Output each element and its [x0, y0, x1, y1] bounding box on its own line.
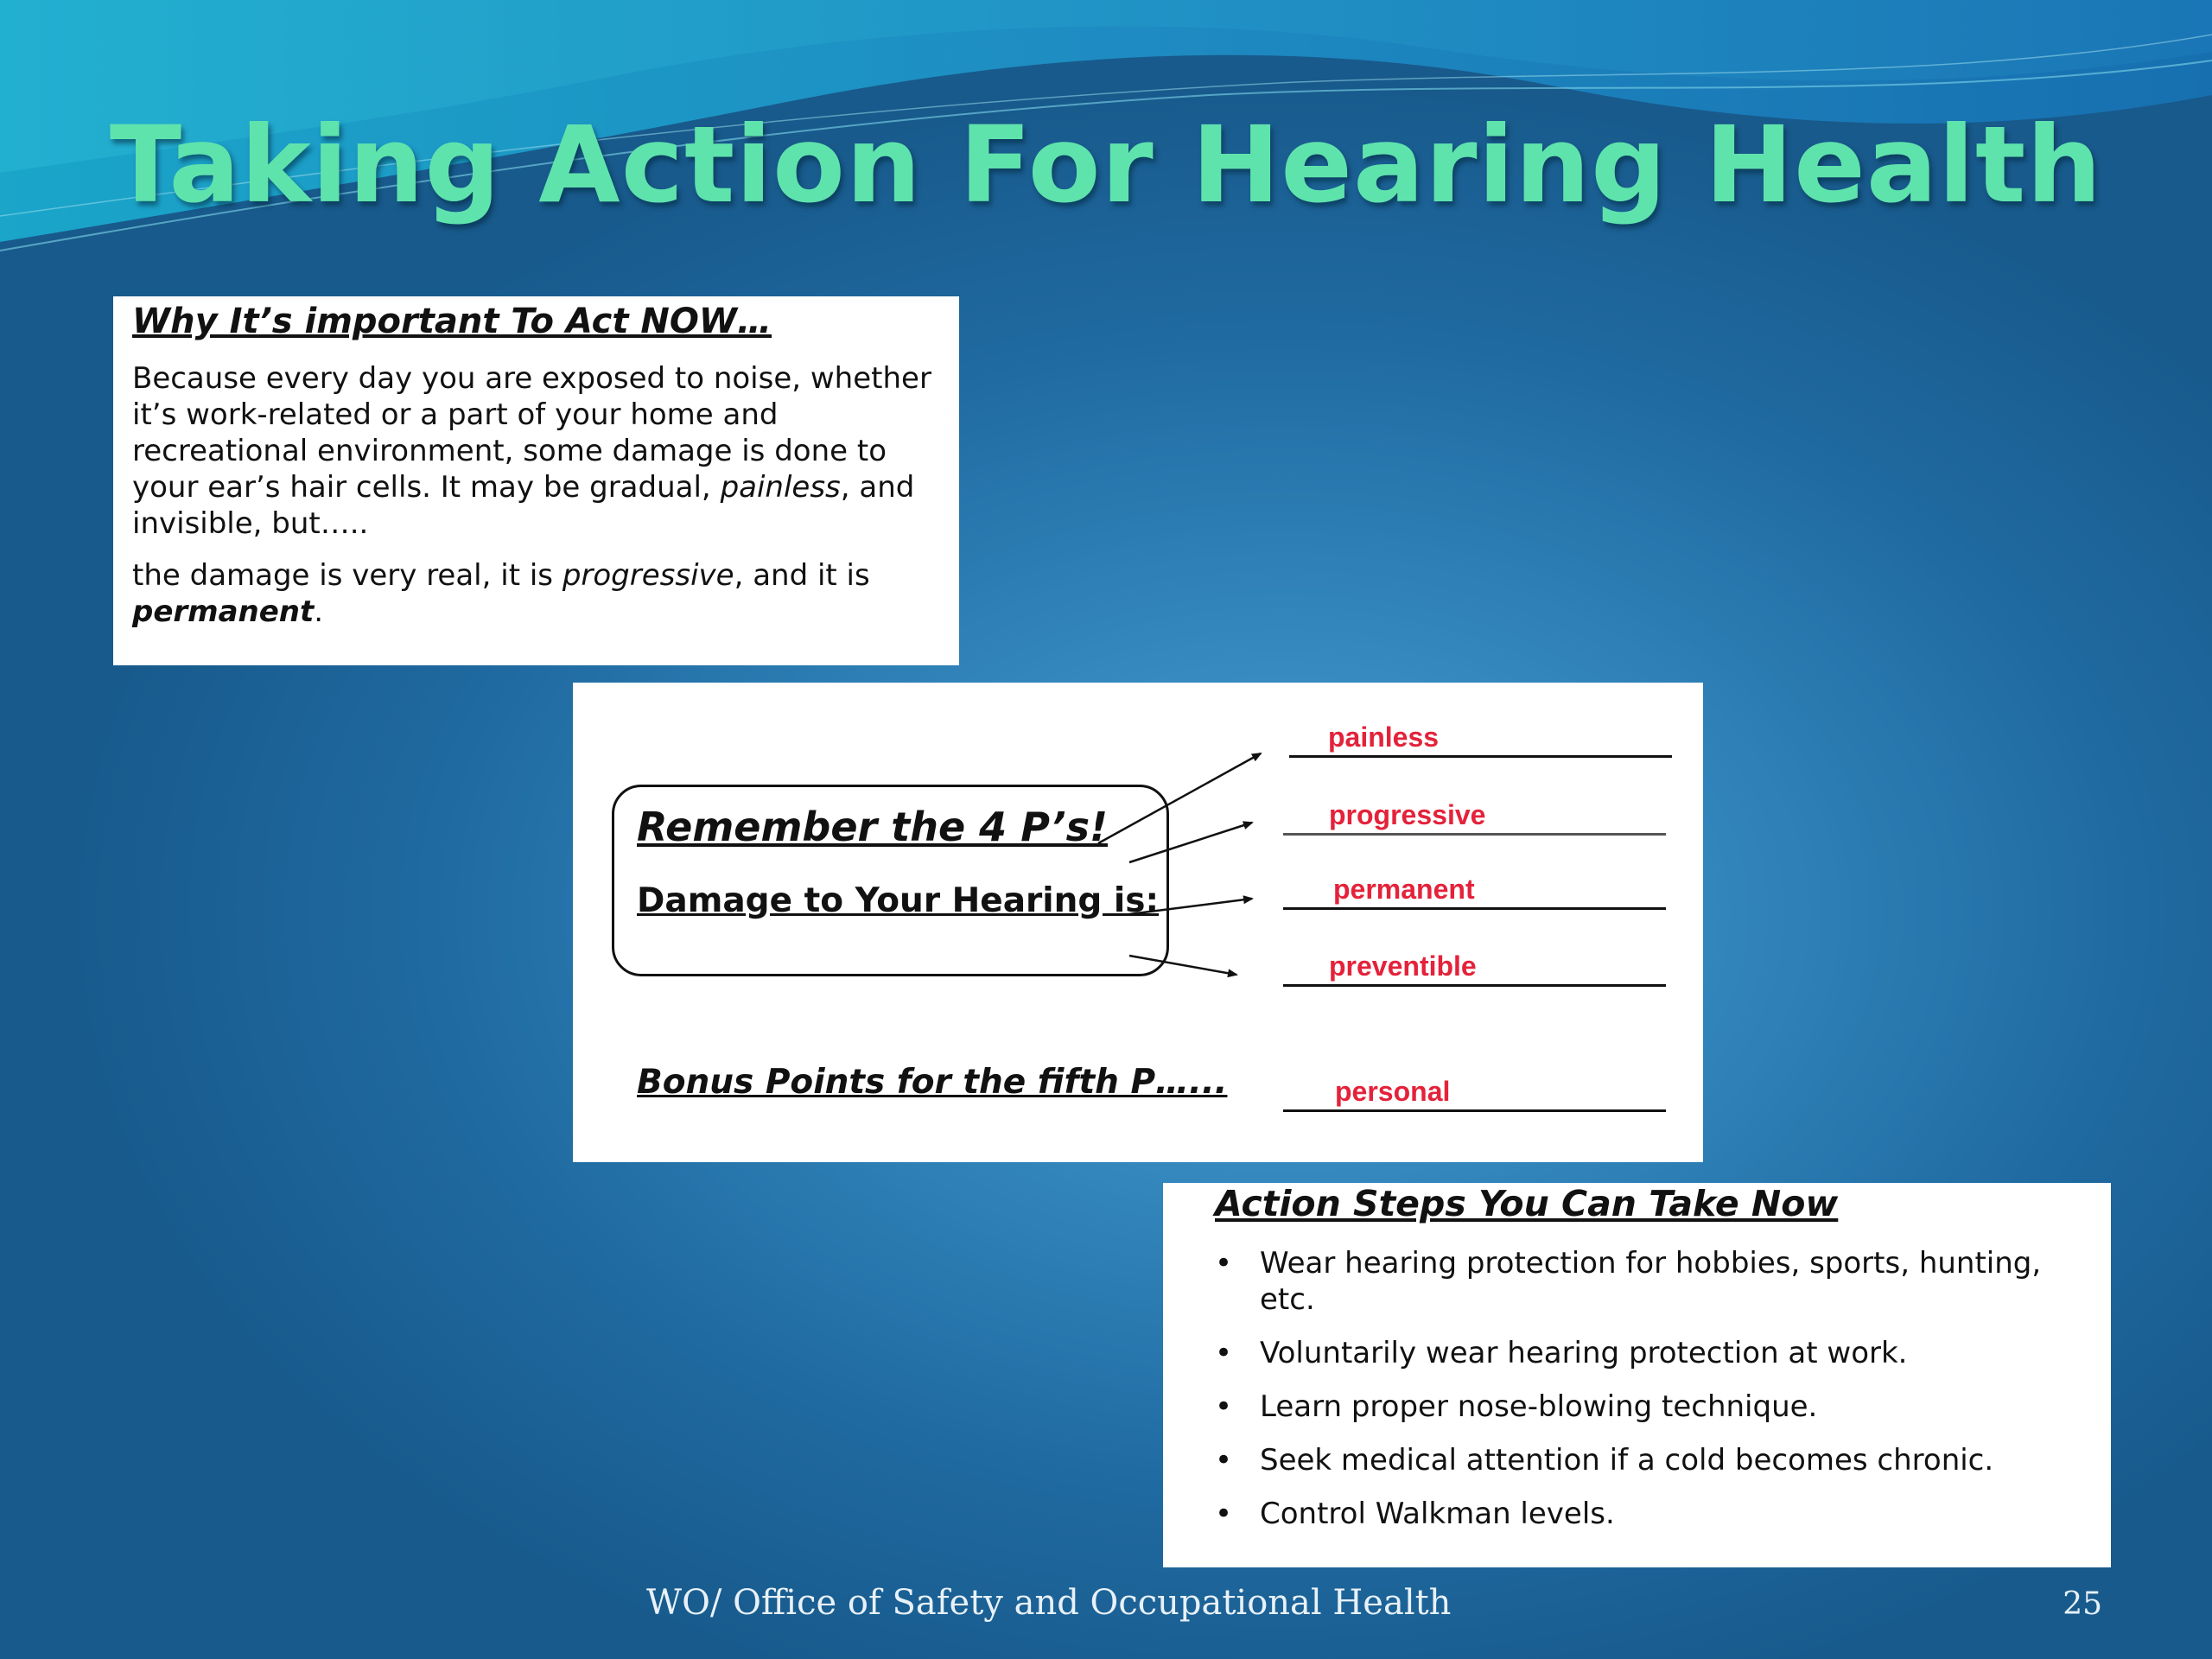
slide-title: Taking Action For Hearing Health [109, 104, 2103, 226]
action-step-text: Learn proper nose-blowing technique. [1260, 1389, 1818, 1424]
action-steps-panel [1163, 1183, 2111, 1567]
bullet-icon: • [1215, 1246, 1233, 1281]
bullet-icon: • [1215, 1497, 1233, 1531]
bullet-icon: • [1215, 1389, 1233, 1424]
why-p2-strong: permanent [132, 594, 315, 629]
bullet-icon: • [1215, 1443, 1233, 1478]
arrow-2 [1129, 823, 1252, 862]
remember-4ps-heading: Remember the 4 P’s! [637, 804, 1109, 850]
bonus-points-label: Bonus Points for the fifth P…... [637, 1063, 1228, 1102]
action-step-text: Control Walkman levels. [1260, 1497, 1615, 1531]
action-steps-list [1215, 1245, 2085, 1549]
answer-preventible: preventible [1329, 950, 1477, 982]
action-step-text: Seek medical attention if a cold becomes chronic. [1260, 1443, 1994, 1478]
slide-footer: WO/ Office of Safety and Occupational Health [646, 1583, 1452, 1623]
why-act-now-heading: Why It’s important To Act NOW… [132, 302, 772, 341]
answer-personal: personal [1335, 1076, 1451, 1107]
arrows-diagram [573, 683, 1703, 1162]
why-paragraph-1 [132, 360, 944, 542]
list-item [1215, 1245, 2085, 1318]
list-item [1215, 1496, 2085, 1532]
arrow-3 [1129, 899, 1252, 914]
why-p2-emphasis: progressive [562, 558, 734, 593]
arrow-1 [1098, 753, 1261, 843]
why-act-now-panel [113, 296, 959, 665]
answer-progressive: progressive [1329, 799, 1486, 830]
list-item [1215, 1335, 2085, 1371]
action-step-text: Voluntarily wear hearing protection at work. [1260, 1336, 1908, 1370]
four-ps-panel [573, 683, 1703, 1162]
list-item [1215, 1389, 2085, 1425]
why-p1-text-a: Because every day you are exposed to noise, whether it’s work-related or a part of your home and recreational environment, some damage is done to your ear’s hair cells. It may be gradual, [132, 361, 931, 505]
bullet-icon: • [1215, 1336, 1233, 1370]
action-steps-heading: Action Steps You Can Take Now [1215, 1183, 1839, 1224]
damage-to-hearing-label: Damage to Your Hearing is: [637, 881, 1160, 920]
why-p2-text-b: , and it is [734, 558, 870, 593]
list-item [1215, 1442, 2085, 1478]
why-p1-text-b: , and invisible, but….. [132, 470, 915, 541]
answer-permanent: permanent [1333, 874, 1475, 905]
why-paragraph-2 [132, 557, 944, 630]
why-p2-text-c: . [314, 594, 324, 629]
page-number: 25 [2063, 1586, 2102, 1622]
answer-painless: painless [1328, 721, 1440, 753]
arrow-4 [1129, 956, 1236, 975]
why-p1-emphasis: painless [720, 470, 841, 505]
why-p2-text-a: the damage is very real, it is [132, 558, 563, 593]
action-step-text: Wear hearing protection for hobbies, sports, hunting, etc. [1260, 1246, 2042, 1317]
